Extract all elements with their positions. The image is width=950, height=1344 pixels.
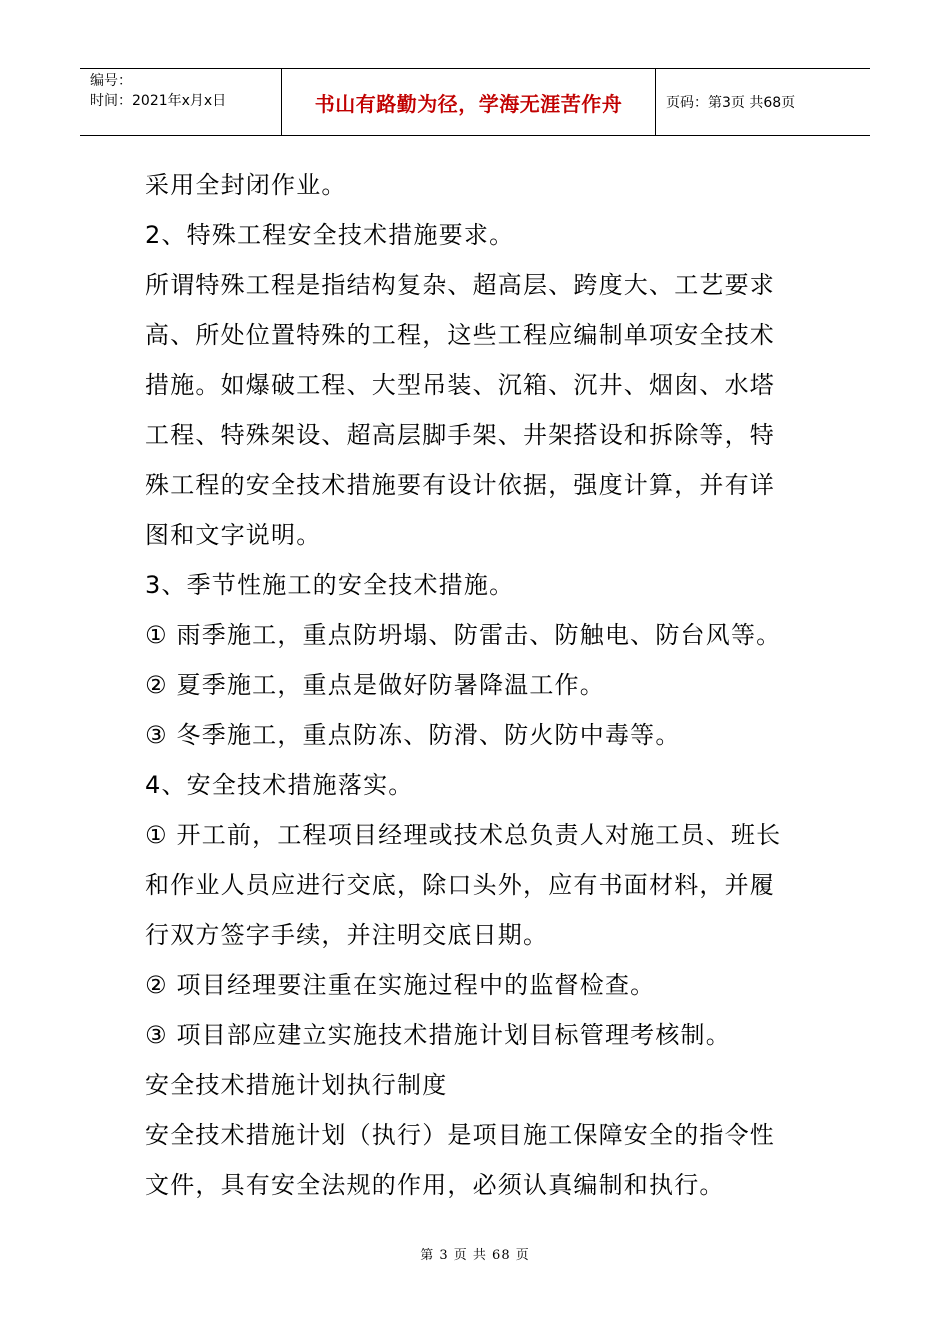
document-number-label: 编号： xyxy=(90,73,132,89)
body-line: 图和文字说明。 xyxy=(145,521,322,549)
document-body xyxy=(145,160,815,1210)
body-line: 措施。如爆破工程、大型吊装、沉箱、沉井、烟囱、水塔 xyxy=(145,371,775,399)
list-item: ③ 冬季施工，重点防冻、防滑、防火防中毒等。 xyxy=(145,721,681,749)
list-item: ③ 项目部应建立实施技术措施计划目标管理考核制。 xyxy=(145,1021,731,1049)
header-meta-cell xyxy=(80,69,282,135)
body-line: 采用全封闭作业。 xyxy=(145,171,347,199)
body-line: 殊工程的安全技术措施要有设计依据，强度计算，并有详 xyxy=(145,471,775,499)
section-heading: 2、特殊工程安全技术措施要求。 xyxy=(145,221,515,249)
body-line: 高、所处位置特殊的工程，这些工程应编制单项安全技术 xyxy=(145,321,775,349)
body-line: 文件，具有安全法规的作用，必须认真编制和执行。 xyxy=(145,1171,725,1199)
header-page-info: 页码：第3页 共68页 xyxy=(666,95,796,111)
section-heading: 4、安全技术措施落实。 xyxy=(145,771,414,799)
page-footer: 第 3 页 共 68 页 xyxy=(420,1248,530,1263)
list-item: ① 开工前，工程项目经理或技术总负责人对施工员、班长 xyxy=(145,821,782,849)
header-motto: 书山有路勤为径，学海无涯苦作舟 xyxy=(282,69,656,135)
section-heading: 3、季节性施工的安全技术措施。 xyxy=(145,571,515,599)
document-time-label: 时间：2021年x月x日 xyxy=(90,93,227,109)
section-heading: 安全技术措施计划执行制度 xyxy=(145,1071,448,1099)
page-header xyxy=(80,68,870,136)
body-line: 和作业人员应进行交底，除口头外，应有书面材料，并履 xyxy=(145,871,775,899)
body-line: 行双方签字手续，并注明交底日期。 xyxy=(145,921,549,949)
list-item: ② 项目经理要注重在实施过程中的监督检查。 xyxy=(145,971,656,999)
list-item: ① 雨季施工，重点防坍塌、防雷击、防触电、防台风等。 xyxy=(145,621,782,649)
list-item: ② 夏季施工，重点是做好防暑降温工作。 xyxy=(145,671,605,699)
body-line: 所谓特殊工程是指结构复杂、超高层、跨度大、工艺要求 xyxy=(145,271,775,299)
body-line: 安全技术措施计划（执行）是项目施工保障安全的指令性 xyxy=(145,1121,775,1149)
body-line: 工程、特殊架设、超高层脚手架、井架搭设和拆除等，特 xyxy=(145,421,775,449)
